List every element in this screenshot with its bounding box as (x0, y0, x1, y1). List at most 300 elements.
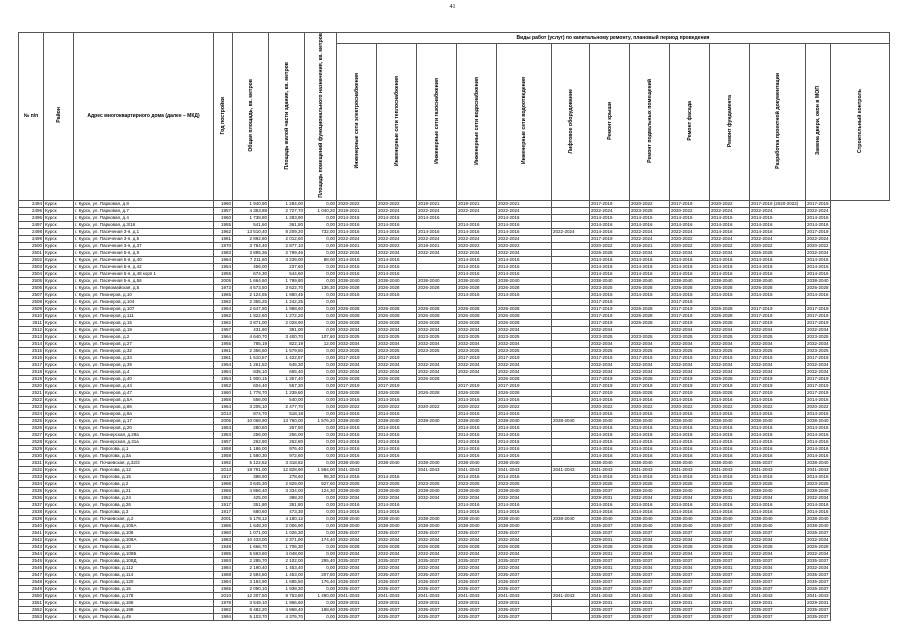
table-cell: Курск (44, 319, 74, 326)
table-cell: 2022-2024 (377, 235, 417, 242)
table-cell: 0,00 (305, 389, 337, 396)
table-cell: 2032-2034 (590, 326, 630, 333)
table-cell: 0,00 (305, 613, 337, 620)
table-cell: г. Курск, ул. Пионеров, д.44 (74, 382, 214, 389)
table-cell: 2014-2016 (457, 452, 497, 459)
table-cell: 2023-2025 (630, 207, 670, 214)
table-cell: 351,80 (233, 501, 269, 508)
table-cell: 1 584,00 (305, 466, 337, 473)
table-cell: 2014-2016 (377, 424, 417, 431)
table-cell: 2014-2016 (590, 256, 630, 263)
table-cell: 2508 (19, 298, 44, 305)
table-cell: 1957 (214, 326, 233, 333)
table-cell: 1958 (214, 452, 233, 459)
table-cell: 1994 (214, 613, 233, 620)
table-cell: 2032-2034 (377, 326, 417, 333)
table-cell: 2518 (19, 368, 44, 375)
table-cell: 2035-2037 (497, 585, 552, 592)
table-cell: 2038-2040 (807, 487, 829, 493)
table-cell: 0,00 (305, 543, 337, 550)
table-cell: 2014-2016 (807, 424, 829, 430)
table-cell: 2035-2037 (590, 606, 630, 613)
table-cell: 2020-2022 (630, 403, 670, 410)
table-cell: 2022-2024 (807, 235, 829, 241)
table-cell: 2038-2040 (377, 277, 417, 284)
header-work-foundation: Ремонт фундамента (710, 44, 750, 201)
table-cell: 2026-2028 (377, 312, 417, 319)
table-cell: 2496 (19, 214, 44, 221)
table-cell: 2038-2040 (337, 417, 377, 424)
table-cell: 2014-2016 (377, 291, 417, 298)
table-cell: 2026-2028 (337, 312, 377, 319)
table-cell: 2014-2016 (710, 256, 750, 263)
table-cell: 2029-2031 (590, 599, 630, 606)
table-cell: 2014-2016 (807, 291, 829, 297)
table-cell: Курск (44, 270, 74, 277)
table-cell: 88,00 (305, 256, 337, 263)
header-work-heating: Инженерные сети теплоснабжения (377, 44, 417, 201)
header-address: Адрес многоквартирного дома (далее – МКД) (74, 33, 214, 201)
table-cell (377, 466, 417, 473)
table-cell: 1 071,00 (233, 529, 269, 536)
table-cell: 2032-2034 (457, 249, 497, 256)
table-cell: 4 866,40 (233, 487, 269, 494)
table-cell: 2022-2024 (670, 228, 710, 235)
table-cell: 2014-2016 (750, 473, 806, 480)
table-cell: 2026-2028 (377, 389, 417, 396)
table-cell: 1983 (214, 536, 233, 543)
table-cell: 2023-2025 (590, 480, 630, 487)
table-cell: 2032-2034 (497, 368, 552, 375)
table-cell: 2023-2025 (457, 347, 497, 354)
table-cell: 2035-2037 (807, 606, 829, 612)
table-cell: Курск (44, 599, 74, 606)
table-cell: 388,90 (233, 473, 269, 480)
table-cell: г. Курск, ул. Пионеров, д.2 (74, 333, 214, 340)
table-cell: Курск (44, 361, 74, 368)
table-row (19, 277, 890, 284)
table-cell (457, 214, 497, 221)
table-cell: 1 490,00 (305, 592, 337, 599)
table-row (19, 249, 890, 256)
table-cell: 2499 (19, 235, 44, 242)
table-cell: 4 353,88 (233, 207, 269, 214)
table-cell: 2038-2040 (377, 459, 417, 466)
table-row (19, 340, 890, 347)
table-cell: 2041-2043 (497, 592, 552, 599)
table-row (19, 592, 890, 599)
table-cell: 2020-2022 (807, 242, 829, 248)
table-cell: Курск (44, 214, 74, 221)
table-cell: 2032-2034 (630, 340, 670, 347)
table-cell: Курск (44, 487, 74, 494)
table-cell: 2503 (19, 263, 44, 270)
table-cell: 2017-2019 (750, 375, 806, 382)
table-cell: 2022-2024 (750, 207, 806, 214)
table-cell: 2023-2025 (750, 333, 806, 340)
table-cell (337, 298, 377, 305)
table-cell: 2023-2025 (630, 333, 670, 340)
table-cell (552, 375, 590, 382)
table-cell: 1966 (214, 487, 233, 494)
table-cell (552, 354, 590, 361)
table-cell: 2035-2037 (417, 557, 457, 564)
table-cell: Курск (44, 200, 74, 207)
table-cell: 2026-2028 (457, 284, 497, 291)
table-cell: г. Курск, ул. Почаевская, д.32/3 (74, 459, 214, 466)
table-cell: 2 006,90 (269, 522, 305, 529)
table-cell: 1960 (214, 214, 233, 221)
table-cell: 2026-2028 (417, 284, 457, 291)
table-row (19, 291, 890, 298)
table-cell: 2026-2028 (710, 389, 750, 396)
table-cell: 2014-2016 (590, 291, 630, 298)
table-cell: 2017-2019 (710, 382, 750, 389)
table-cell: 2014-2016 (590, 214, 630, 221)
table-cell: г. Курск, ул. Пасеченая 5-я, д.48 корп 1 (74, 270, 214, 277)
table-row (19, 599, 890, 606)
table-cell: 2019-2021 (417, 200, 457, 207)
table-cell: 1 938,30 (269, 585, 305, 592)
table-cell: 1 453,00 (269, 571, 305, 578)
table-cell: г. Курск, ул. Пионеров, д.15 (74, 319, 214, 326)
table-cell: 2014-2016 (337, 508, 377, 515)
table-cell: 1981 (214, 235, 233, 242)
table-row (19, 228, 890, 235)
table-cell: 2038-2040 (497, 417, 552, 424)
table-cell: 2026-2028 (457, 319, 497, 326)
table-cell: 2014-2016 (337, 445, 377, 452)
table-row (19, 431, 890, 438)
table-cell: 2038-2040 (457, 487, 497, 494)
table-cell: г. Курск, ул. Пионеров, д.104 (74, 298, 214, 305)
table-cell: 527,60 (305, 480, 337, 487)
table-row (19, 396, 890, 403)
table-cell: г. Курск, ул. Пирогова, д.186 (74, 599, 214, 606)
table-cell: 2041-2043 (552, 592, 590, 599)
table-row (19, 438, 890, 445)
table-cell: 2041-2043 (807, 466, 829, 472)
table-cell: 2023-2025 (417, 480, 457, 487)
table-cell: 2014-2016 (670, 431, 710, 438)
header-premises-area: Площадь помещений функционального назначения, кв. метров (305, 33, 337, 201)
table-cell: 5 178,12 (233, 515, 269, 522)
table-cell: 0,00 (305, 431, 337, 438)
table-cell: Курск (44, 585, 74, 592)
table-cell: 2 285,70 (233, 557, 269, 564)
table-cell: 2014-2016 (457, 263, 497, 270)
table-cell: Курск (44, 242, 74, 249)
table-cell: 3 184,90 (233, 578, 269, 585)
table-cell: Курск (44, 263, 74, 270)
table-cell (552, 347, 590, 354)
table-cell: 2032-2034 (807, 249, 829, 255)
table-cell: 1962 (214, 319, 233, 326)
table-cell: 2 090,10 (233, 585, 269, 592)
table-cell: 2032-2034 (337, 340, 377, 347)
table-cell: 2014-2016 (377, 228, 417, 235)
table-cell: 1 026,30 (269, 529, 305, 536)
table-cell: г. Курск, ул. Пирогова, д.198 (74, 606, 214, 613)
table-cell: 2017-2019 (457, 354, 497, 361)
table-cell: 9 753,80 (269, 592, 305, 599)
table-cell: 2020-2022 (457, 403, 497, 410)
table-cell: 2035-2037 (590, 529, 630, 536)
table-cell: 2017-2019 (807, 319, 829, 325)
table-cell: 2014-2016 (807, 396, 829, 402)
table-cell: 2014-2016 (630, 473, 670, 480)
table-cell: 2014-2016 (497, 501, 552, 508)
table-cell (417, 424, 457, 431)
table-cell: 2026-2028 (630, 543, 670, 550)
table-cell (552, 396, 590, 403)
table-cell: 2019-2021 (337, 207, 377, 214)
table-cell: 3 622,70 (269, 284, 305, 291)
table-cell (552, 312, 590, 319)
table-cell (552, 529, 590, 536)
table-cell: 1 940,90 (233, 200, 269, 207)
table-cell: 2026-2028 (497, 543, 552, 550)
table-cell: 2029-2031 (337, 599, 377, 606)
table-cell: 2014-2016 (337, 473, 377, 480)
table-cell: 2026-2028 (710, 375, 750, 382)
table-cell: 2032-2034 (417, 326, 457, 333)
table-cell: 2035-2037 (630, 571, 670, 578)
table-cell: 0,00 (305, 214, 337, 221)
table-cell: 4 180,12 (269, 515, 305, 522)
table-cell: 0,00 (305, 200, 337, 207)
table-cell: Курск (44, 459, 74, 466)
table-cell: 2035-2037 (497, 606, 552, 613)
table-cell: 2032-2034 (417, 361, 457, 368)
table-cell: 2035-2037 (457, 613, 497, 620)
table-cell (417, 508, 457, 515)
table-cell: 2022-2024 (377, 207, 417, 214)
table-cell: 2014-2016 (807, 445, 829, 451)
table-cell: 2032-2034 (417, 368, 457, 375)
table-cell: 262,80 (233, 438, 269, 445)
table-cell: 2014-2016 (497, 256, 552, 263)
table-cell: 2014-2016 (750, 221, 806, 228)
header-no: № п/п (19, 33, 44, 201)
table-cell: 2005 (214, 417, 233, 424)
header-living-area: Площадь жилой части здания, кв. метров (269, 33, 305, 201)
table-row (19, 312, 890, 319)
table-cell: 2014-2016 (807, 431, 829, 437)
table-cell: г. Курск, ул. Пирогова, д.2 (74, 480, 214, 487)
table-cell: Курск (44, 452, 74, 459)
table-cell: 2 190,40 (233, 564, 269, 571)
table-cell: 2014-2016 (457, 445, 497, 452)
table-cell (630, 326, 670, 333)
table-cell: 2528 (19, 438, 44, 445)
table-cell: 2035-2037 (337, 613, 377, 620)
table-cell: 280,60 (233, 424, 269, 431)
table-cell: Курск (44, 543, 74, 550)
table-cell: 2041-2043 (750, 592, 806, 599)
table-cell: 2032-2034 (497, 340, 552, 347)
table-cell (750, 298, 806, 305)
table-cell: 1917 (214, 473, 233, 480)
table-cell (552, 550, 590, 557)
table-cell: 2 594,50 (233, 571, 269, 578)
table-cell: 2035-2037 (590, 522, 630, 529)
table-cell: 2017-2019 (590, 319, 630, 326)
table-cell: 2 012,60 (269, 235, 305, 242)
table-cell: Курск (44, 473, 74, 480)
table-cell: 2014-2016 (630, 424, 670, 431)
table-cell: 2017-2019 (497, 382, 552, 389)
table-cell: 2022-2024 (417, 235, 457, 242)
table-cell: 3 318,82 (269, 459, 305, 466)
table-cell: 2014-2016 (807, 473, 829, 479)
table-cell: 2035-2037 (497, 613, 552, 620)
table-cell: 2020-2022 (377, 242, 417, 249)
table-cell: 2020-2022 (710, 403, 750, 410)
table-cell: 2014-2016 (807, 452, 829, 458)
table-cell: 2041-2043 (590, 466, 630, 473)
table-cell: 1 242,25 (269, 298, 305, 305)
table-cell: 2 371,90 (269, 536, 305, 543)
table-cell: 2017-2019 (377, 354, 417, 361)
table-cell: 544,60 (269, 270, 305, 277)
table-cell: 2026-2028 (670, 543, 710, 550)
table-cell: Курск (44, 375, 74, 382)
table-cell: 2017-2019 (807, 305, 829, 311)
table-cell: г. Курск, ул. Пирогова, д.3 (74, 508, 214, 515)
table-cell: 2498 (19, 228, 44, 235)
table-cell: 2 799,46 (269, 249, 305, 256)
table-cell: 2014-2016 (750, 445, 806, 452)
table-cell: 2038-2040 (750, 487, 806, 494)
table-cell: 1952 (214, 494, 233, 501)
table-cell: Курск (44, 235, 74, 242)
table-cell: 541,60 (233, 221, 269, 228)
table-cell: 972,60 (269, 452, 305, 459)
table-cell: 2014-2016 (590, 431, 630, 438)
table-row (19, 501, 890, 508)
table-cell: 2035-2037 (590, 613, 630, 620)
table-cell: 2032-2034 (417, 564, 457, 571)
table-cell: 1968 (214, 480, 233, 487)
table-cell (417, 221, 457, 228)
table-cell: Курск (44, 578, 74, 585)
table-cell: 976,40 (269, 445, 305, 452)
table-cell: 2038-2040 (670, 417, 710, 424)
table-cell: 2014-2016 (337, 263, 377, 270)
table-cell: 732,00 (305, 228, 337, 235)
table-cell: Курск (44, 277, 74, 284)
table-cell: 2032-2034 (337, 249, 377, 256)
table-cell: 2035-2037 (377, 585, 417, 592)
table-row (19, 508, 890, 515)
table-cell: 2017-2019 (807, 200, 829, 206)
table-cell: 1992 (214, 459, 233, 466)
table-cell: 0,00 (305, 368, 337, 375)
table-cell: 2035-2037 (417, 606, 457, 613)
table-cell (552, 501, 590, 508)
table-cell: 2014-2016 (337, 501, 377, 508)
table-cell: 2014-2016 (807, 263, 829, 269)
table-cell: 2014-2016 (377, 452, 417, 459)
table-cell (552, 284, 590, 291)
table-cell: г. Курск, ул. Пирогова, д.12 (74, 466, 214, 473)
table-cell: 2014-2016 (670, 270, 710, 277)
table-cell (552, 410, 590, 417)
table-row (19, 214, 890, 221)
table-cell: 7 211,60 (233, 256, 269, 263)
table-cell: 2023-2025 (807, 480, 829, 486)
table-cell: 2035-2037 (630, 606, 670, 613)
table-cell: 835,10 (233, 368, 269, 375)
table-cell: 2014-2016 (630, 396, 670, 403)
table-cell: 2014-2016 (670, 291, 710, 298)
table-cell: 1 284,00 (269, 200, 305, 207)
table-cell: 2023-2025 (457, 480, 497, 487)
table-cell: 1958 (214, 445, 233, 452)
table-cell: Курск (44, 501, 74, 508)
table-cell: г. Курск, ул. Парковая, д.3/16 (74, 221, 214, 228)
table-cell: 2022-2024 (552, 228, 590, 235)
table-cell: 2014-2016 (710, 263, 750, 270)
table-cell: 2521 (19, 389, 44, 396)
table-cell: 2020-2022 (377, 200, 417, 207)
page-number: 41 (449, 4, 456, 10)
table-cell: 2035-2037 (670, 578, 710, 585)
table-cell: 2014-2016 (377, 501, 417, 508)
table-cell: 2032-2034 (807, 326, 829, 332)
table-cell: 2029-2031 (590, 564, 630, 571)
table-cell: Курск (44, 571, 74, 578)
table-cell: г. Курск, ул. Пионеров, д.40 (74, 375, 214, 382)
table-cell: 2026-2028 (337, 375, 377, 382)
table-cell: 2035-2037 (750, 529, 806, 536)
table-cell: 2041-2043 (457, 592, 497, 599)
table-cell: г. Курск, ул. Парковая, д.7 (74, 207, 214, 214)
table-cell: 4 640,70 (233, 333, 269, 340)
table-cell: 2026-2028 (337, 305, 377, 312)
table-cell: 822,19 (269, 340, 305, 347)
table-cell: 2038-2040 (670, 522, 710, 529)
table-cell: 2035-2037 (457, 557, 497, 564)
table-cell: 3 400,70 (269, 333, 305, 340)
table-cell: 2014-2016 (337, 221, 377, 228)
table-cell: 2035-2037 (710, 613, 750, 620)
table-row (19, 487, 890, 494)
table-cell: 2014-2016 (630, 501, 670, 508)
table-cell: Курск (44, 305, 74, 312)
table-cell: 655,40 (269, 368, 305, 375)
table-cell: 1 738,80 (233, 214, 269, 221)
table-cell: 2041-2043 (377, 592, 417, 599)
table-cell: 2536 (19, 494, 44, 501)
table-cell: 2014-2016 (807, 214, 829, 220)
table-cell: 2038-2040 (807, 417, 829, 423)
table-cell: Курск (44, 354, 74, 361)
table-cell: 3 205,10 (233, 403, 269, 410)
table-cell: 425,00 (233, 494, 269, 501)
table-cell: Курск (44, 438, 74, 445)
header-work-facade: Ремонт фасада (670, 44, 710, 201)
table-cell: 0,00 (305, 494, 337, 501)
table-cell: 2026-2028 (497, 305, 552, 312)
table-cell: 2035-2037 (377, 578, 417, 585)
table-row (19, 207, 890, 214)
table-cell: 2014-2016 (377, 508, 417, 515)
table-cell: 2026-2028 (630, 389, 670, 396)
table-cell: 604,40 (233, 382, 269, 389)
table-cell: 2020-2022 (417, 403, 457, 410)
